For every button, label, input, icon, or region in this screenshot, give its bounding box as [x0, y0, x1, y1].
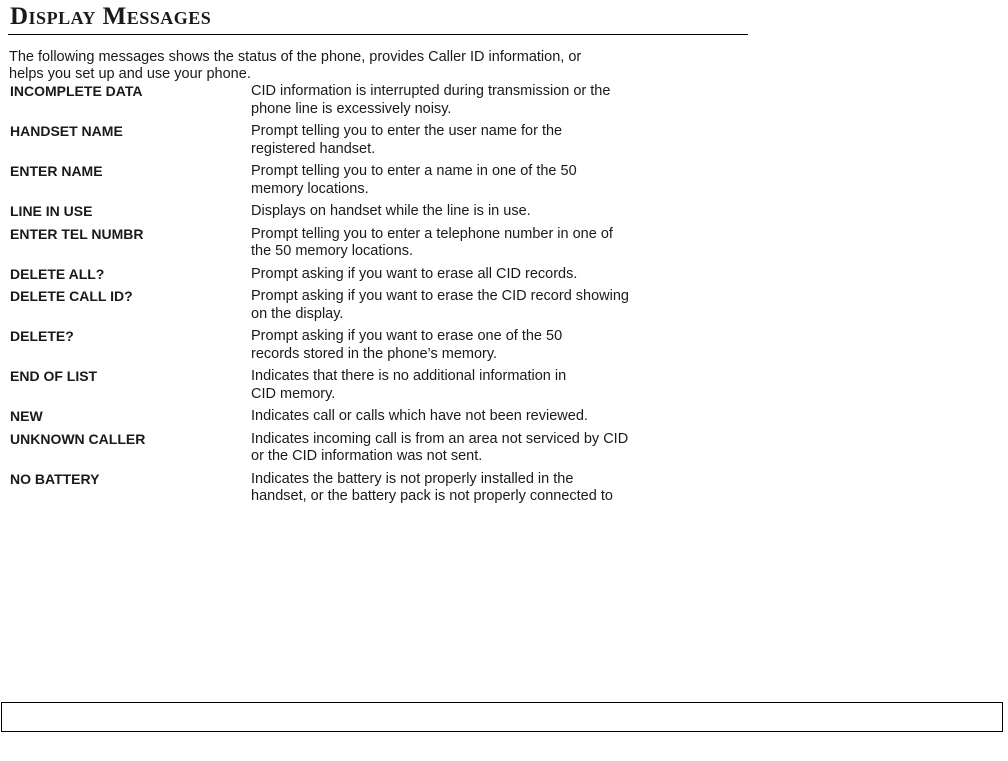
message-row — [10, 408, 748, 426]
message-row — [10, 471, 748, 506]
description-line: Indicates that there is no additional information in — [251, 368, 567, 384]
message-row — [10, 226, 748, 261]
message-term: END OF LIST — [10, 368, 98, 384]
message-row — [10, 123, 748, 158]
message-row — [10, 203, 748, 221]
footer-frame — [1, 702, 1003, 732]
description-line: Displays on handset while the line is in use. — [251, 203, 531, 219]
message-term: INCOMPLETE DATA — [10, 83, 143, 99]
description-line: Prompt asking if you want to erase the CID record showing — [251, 288, 629, 304]
description-line: Indicates the battery is not properly installed in the — [251, 470, 574, 487]
description-line: handset, or the battery pack is not properly connected to — [251, 488, 613, 504]
section-title: Display Messages — [8, 2, 748, 35]
message-description — [251, 471, 748, 506]
description-line: Prompt asking if you want to erase one of the 50 — [251, 328, 563, 344]
message-description — [251, 431, 748, 466]
message-term: NEW — [10, 408, 43, 424]
message-term: LINE IN USE — [10, 203, 93, 219]
description-line: CID information is interrupted during transmission or the — [251, 83, 611, 99]
message-row — [10, 431, 748, 466]
message-description — [251, 328, 748, 363]
description-line: Prompt telling you to enter a name in one of the 50 — [251, 163, 577, 179]
message-term: ENTER NAME — [10, 163, 103, 179]
description-line: memory locations. — [251, 180, 369, 197]
description-line: phone line is excessively noisy. — [251, 100, 452, 117]
message-row — [10, 368, 748, 403]
message-description — [251, 368, 748, 403]
message-description — [251, 226, 748, 261]
description-line: or the CID information was not sent. — [251, 448, 483, 464]
description-line: Prompt telling you to enter a telephone number in one of — [251, 225, 613, 242]
document-page — [8, 2, 748, 511]
description-line: on the display. — [251, 305, 344, 322]
message-description — [251, 123, 748, 158]
description-line: the 50 memory locations. — [251, 243, 413, 259]
message-row — [10, 288, 748, 323]
message-description — [251, 266, 748, 284]
message-row — [10, 328, 748, 363]
display-message-list — [8, 83, 748, 506]
message-term: ENTER TEL NUMBR — [10, 225, 144, 242]
description-line: Indicates call or calls which have not been reviewed. — [251, 408, 588, 424]
message-description — [251, 288, 748, 323]
description-line: Prompt telling you to enter the user name for the — [251, 123, 563, 139]
message-row — [10, 83, 748, 118]
message-term: DELETE? — [10, 328, 74, 344]
message-description — [251, 203, 748, 221]
message-description — [251, 163, 748, 198]
message-term: DELETE ALL? — [10, 265, 105, 282]
description-line: registered handset. — [251, 140, 376, 157]
message-row — [10, 266, 748, 284]
intro-line: The following messages shows the status of the phone, provides Caller ID information, or — [9, 49, 582, 65]
message-term: NO BATTERY — [10, 470, 100, 487]
message-description — [251, 408, 748, 426]
message-term: HANDSET NAME — [10, 123, 123, 139]
description-line: Prompt asking if you want to erase all CID records. — [251, 265, 578, 282]
message-row — [10, 163, 748, 198]
message-description — [251, 83, 748, 118]
intro-line: helps you set up and use your phone. — [9, 66, 251, 82]
message-term: UNKNOWN CALLER — [10, 430, 146, 447]
description-line: Indicates incoming call is from an area not serviced by CID — [251, 430, 629, 447]
message-term: DELETE CALL ID? — [10, 288, 133, 304]
intro-paragraph — [9, 49, 748, 83]
description-line: CID memory. — [251, 385, 336, 402]
description-line: records stored in the phone’s memory. — [251, 345, 498, 362]
